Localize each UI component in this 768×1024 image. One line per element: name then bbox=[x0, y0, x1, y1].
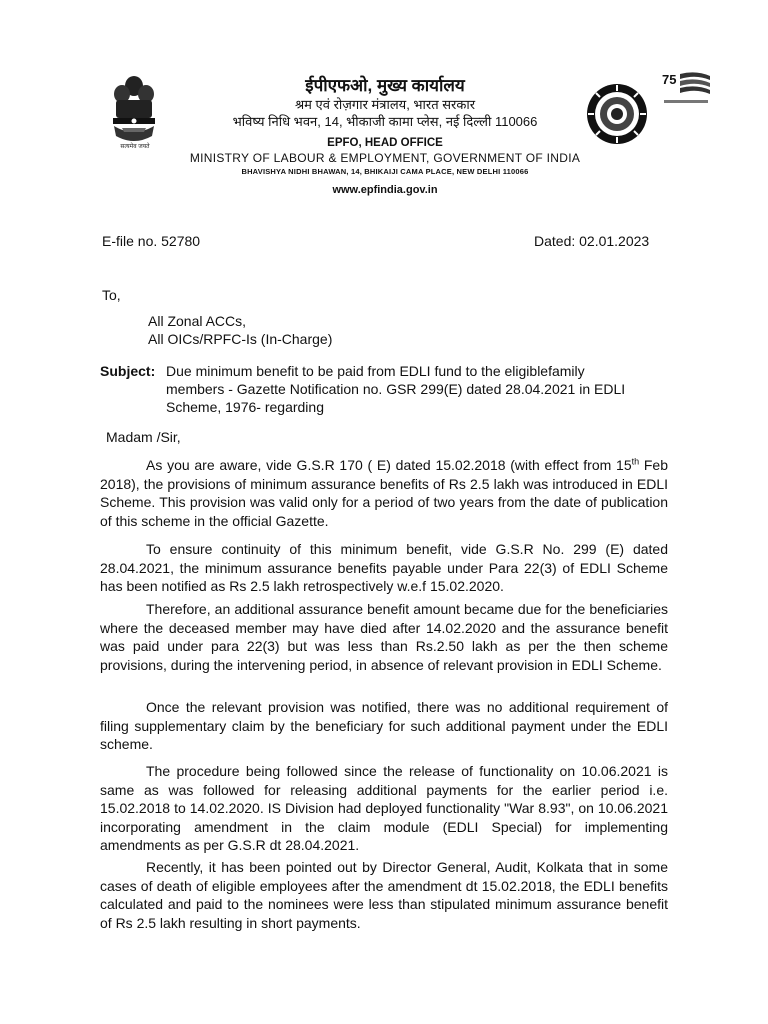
subject-line-3: Scheme, 1976- regarding bbox=[166, 399, 324, 415]
paragraph-3: Therefore, an additional assurance benefit amount became due for the beneficiaries where the deceased member may have died after 14.02.2020 and the assurance benefit was paid under para 22(3) but was less than Rs.2.50 lakh as per the then scheme provisions, during the intervening period, in absence of relevant provision in EDLI Scheme. bbox=[100, 601, 668, 673]
paragraph-6: Recently, it has been pointed out by Director General, Audit, Kolkata that in some cases of death of eligible employees after the amendment dt 15.02.2018, the EDLI benefits calculated and paid to the nominees were less than stipulated minimum assurance benefit of Rs 2.5 lakh resulting in short payments. bbox=[100, 859, 668, 931]
ministry-name: MINISTRY OF LABOUR & EMPLOYMENT, GOVERNMENT OF INDIA bbox=[189, 151, 581, 165]
hindi-address: भविष्य निधि भवन, 14, भीकाजी कामा प्लेस, नई दिल्ली 110066 bbox=[232, 114, 538, 129]
hindi-title: ईपीएफओ, मुख्य कार्यालय bbox=[305, 76, 465, 95]
epfo-logo-icon bbox=[585, 82, 649, 146]
national-emblem-icon bbox=[108, 72, 160, 150]
paragraph-2: To ensure continuity of this minimum benefit, vide G.S.R No. 299 (E) dated 28.04.2021, the minimum assurance benefits payable under Para 22(3) of EDLI Scheme has been notified as Rs 2.5 lakh retrospectively w.e.f 15.02.2020. bbox=[100, 541, 668, 594]
paragraph-1: As you are aware, vide G.S.R 170 ( E) dated 15.02.2018 (with effect from 15th Feb 2018), the provisions of minimum assurance benefits of Rs 2.5 lakh was introduced in EDLI Scheme. This provision was valid only for a period of two years from the date of publication of this scheme in the official Gazette. bbox=[100, 456, 668, 529]
subject-line-2: members - Gazette Notification no. GSR 299(E) dated 28.04.2021 in EDLI bbox=[166, 381, 626, 397]
azadi-75-badge-icon bbox=[660, 70, 712, 110]
website-link[interactable]: www.epfindia.gov.in bbox=[332, 184, 438, 196]
letter-date: Dated: 02.01.2023 bbox=[534, 233, 650, 249]
salutation: Madam /Sir, bbox=[106, 429, 181, 445]
paragraph-5: The procedure being followed since the release of functionality on 10.06.2021 is same as was followed for releasing additional payments for the earlier period i.e. 15.02.2018 to 14.02.2020. IS Division had deployed functionality "War 8.93", on 10.06.2021 incorporating amendment in the claim module (EDLI Special) for implementing amendments as per G.S.R dt 28.04.2021. bbox=[100, 763, 668, 853]
to-label: To, bbox=[102, 287, 121, 303]
hindi-ministry: श्रम एवं रोज़गार मंत्रालय, भारत सरकार bbox=[294, 97, 476, 112]
subject-line-1: Due minimum benefit to be paid from EDLI fund to the eligiblefamily bbox=[166, 363, 585, 379]
paragraph-4: Once the relevant provision was notified, there was no additional requirement of filing supplementary claim by the beneficiary for such additional payment under the EDLI scheme. bbox=[100, 699, 668, 752]
addressee-line-1: All Zonal ACCs, bbox=[148, 313, 247, 329]
letterhead bbox=[160, 76, 610, 197]
svg-text:75: 75 bbox=[662, 72, 677, 87]
emblem-caption: सत्यमेव जयते bbox=[120, 144, 150, 150]
addressee-line-2: All OICs/RPFC-Is (In-Charge) bbox=[148, 331, 333, 347]
office-title: EPFO, HEAD OFFICE bbox=[327, 137, 443, 149]
office-address: BHAVISHYA NIDHI BHAWAN, 14, BHIKAIJI CAMA PLACE, NEW DELHI 110066 bbox=[241, 167, 529, 176]
subject-label: Subject: bbox=[100, 363, 156, 379]
file-number: E-file no. 52780 bbox=[102, 233, 201, 249]
